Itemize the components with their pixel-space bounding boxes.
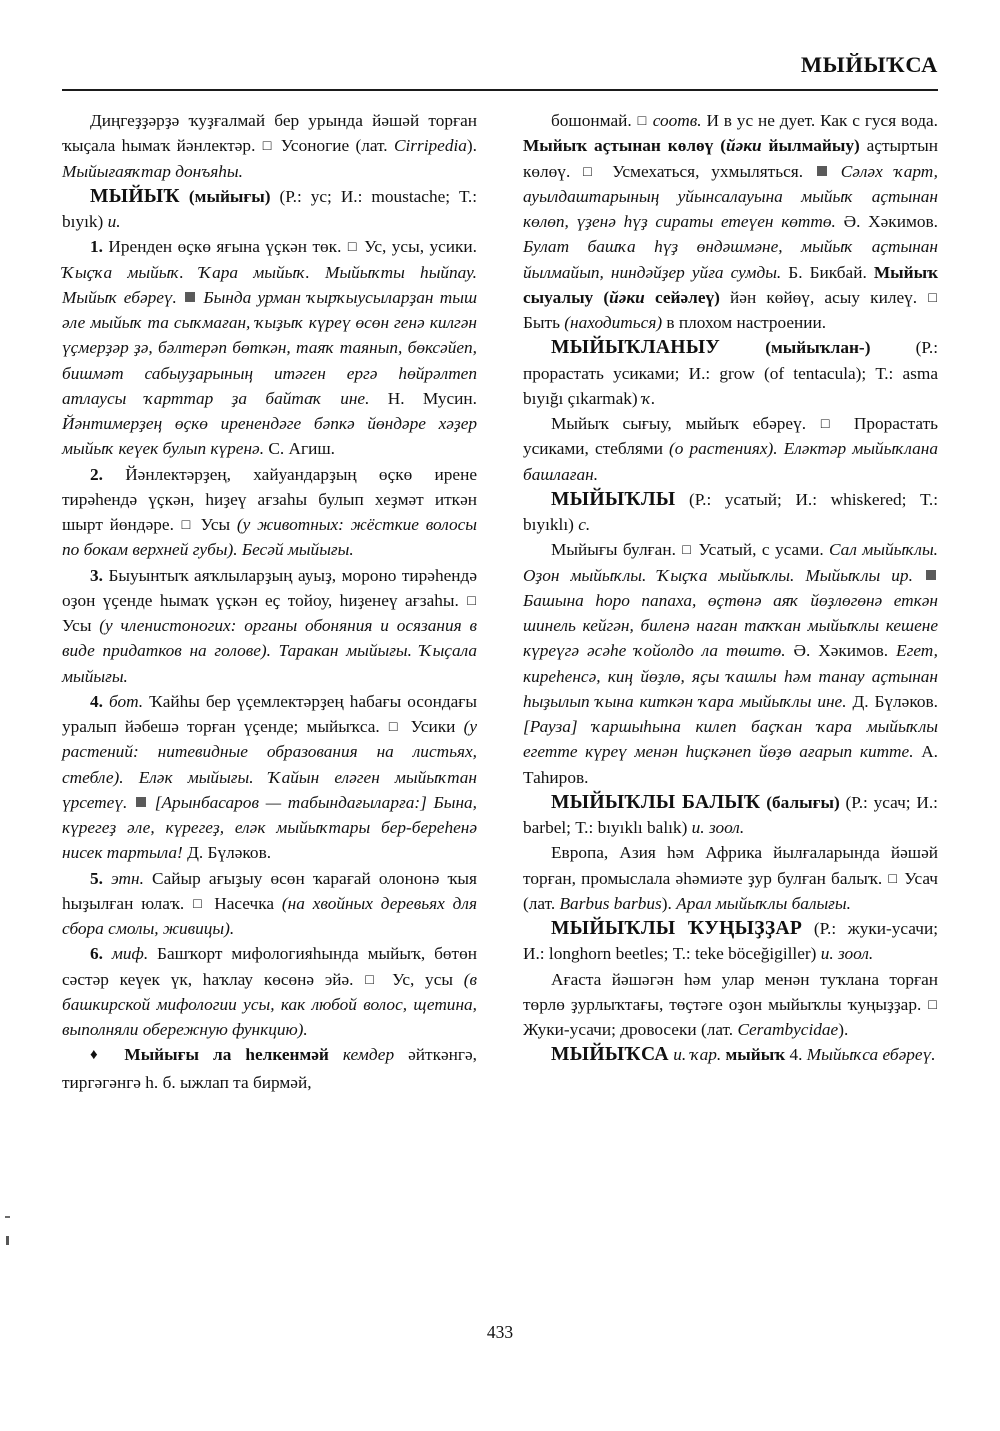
- bold-run: Мыйыҡ аҫтынан көлөү (: [523, 136, 726, 156]
- italic-run: (находиться): [564, 313, 663, 332]
- italic-run: бот.: [108, 691, 144, 711]
- text-run: ).: [466, 136, 477, 156]
- text-run: [180, 187, 189, 206]
- italic-run: Булат башҡа һүҙ өндәшмәне, мыйыҡ аҫтынан йылмайып, ниндәйҙер уйға сумды.: [523, 237, 938, 282]
- bold-run: 5.: [90, 868, 103, 888]
- text-run: [720, 338, 765, 357]
- text-run: Д. Бүләков.: [852, 691, 938, 711]
- text-run: [103, 944, 112, 963]
- entry-myyykly-balyk-head: [523, 790, 938, 841]
- text-run: Насечка: [206, 893, 282, 913]
- italic-run: Мыйығаяҡтар донъяһы.: [62, 161, 243, 181]
- bold-run: 3.: [90, 565, 103, 585]
- headword: МЫЙЫҠЛЫ ҠУҢЫҘҘАР: [551, 918, 803, 939]
- text-run: Ҡайһы бер үҫемлектәрҙең һабағы осондағы уралып йәбешә торған үҫенде; мыйыҡса.: [62, 691, 477, 736]
- text-run: Ә. Хәкимов.: [843, 212, 938, 231]
- text-run: (Р.: усатый; И.: whiskered; Т.: bıyıklı): [523, 489, 938, 534]
- italic-run: Башына һоро папаха, өҫтөнә аяҡ йөҙлөгөнә еткән шинель кейгән, биленә наган таҡҡан мыйыҡлы кешене күреүгә әсәһе ҡойолдо ла төштө.: [523, 590, 938, 661]
- phraseology-marker-icon: ♦: [90, 1047, 108, 1064]
- citation-marker-icon: [136, 797, 146, 807]
- text-run: Усатый, с усами.: [693, 540, 830, 560]
- text-run: [103, 869, 111, 888]
- entry-myyyk-sense-4: [62, 689, 477, 866]
- entry-myyykly-body: [523, 537, 938, 790]
- entry-myyyk-sense-3: [62, 563, 477, 689]
- italic-run: Арал мыйыҡлы балығы.: [676, 893, 851, 913]
- text-run: Иренден өҫкө яғына үҫкән төк.: [102, 237, 347, 257]
- text-run: Д. Бүләков.: [187, 843, 272, 863]
- text-run: Мыйыҡ сығыу, мыйыҡ ебәреү.: [551, 414, 820, 433]
- entry-myyyk-phraseology-cont: [523, 108, 938, 335]
- text-run: И в ус не дует. Как с гуся вода.: [701, 111, 939, 130]
- text-run: Жуки-усачи; дровосеки (лат.: [523, 1020, 738, 1039]
- text-run: Быть: [523, 313, 565, 332]
- italic-run: [Рауза] ҡаршыһына килеп баҫҡан ҡара мыйыҡлы егетте күреү менән һиҫкәнеп йөҙө ағарып китте.: [523, 717, 938, 762]
- bold-italic-run: йәки: [609, 287, 645, 307]
- header-rule: [62, 89, 938, 91]
- text-run: Башҡорт мифологияһында мыйыҡ, бөтөн сәстәр кеүек үк, һаҡлау көсөнә эйә.: [62, 944, 477, 989]
- bold-run: йылмайыу): [761, 136, 860, 156]
- translation-marker-icon: □: [928, 289, 937, 306]
- text-run: Мыйығы булған.: [551, 540, 682, 560]
- page-number: 433: [486, 1322, 514, 1342]
- entry-myyykly-head: [523, 487, 938, 538]
- text-run: йән көйөү, асыу килеү.: [719, 287, 928, 307]
- scan-artifact: [5, 1216, 10, 1218]
- text-run: Ус, усы: [381, 969, 464, 989]
- citation-marker-icon: [185, 292, 195, 302]
- headword: МЫЙЫҠ: [90, 185, 180, 207]
- headword: МЫЙЫҠСА: [551, 1044, 669, 1066]
- text-run: ).: [838, 1020, 849, 1039]
- text-run: (Р.: жуки-усачи; И.: longhorn beetles; Т.: teke böceğigiller): [523, 919, 939, 964]
- italic-run: (у животных: жёсткие волосы по бокам верхней губы). Бесәй мыйығы.: [62, 515, 477, 560]
- italic-run: Barbus barbus: [559, 893, 662, 913]
- translation-marker-icon: □: [365, 971, 381, 988]
- italic-run: с.: [578, 515, 591, 534]
- text-run: (Р.: усач; И.: barbel; Т.: bıyıklı balık): [523, 792, 938, 837]
- text-run: Ағаста йәшәгән һәм улар менән туҡлана торған төрлө ҙурлыҡтағы, төҫтәге оҙон мыйыҡлы ҡуңыҙҙар.: [523, 969, 938, 1014]
- text-run: Диңгеҙҙәрҙә ҡуҙғалмай бер урында йәшәй торған ҡыҫала һымаҡ йәнлектәр.: [62, 111, 477, 156]
- entry-myyyk-sense-6: [62, 941, 477, 1042]
- translation-marker-icon: □: [682, 542, 693, 559]
- entry-myyyk-sense-1: [62, 234, 477, 461]
- italic-run: и.: [107, 212, 121, 231]
- translation-marker-icon: □: [181, 517, 193, 533]
- entry-myyygaak-tail: [62, 108, 477, 184]
- text-run: Прорастать усиками, стеблями: [523, 414, 939, 459]
- italic-run: Йәнтимерҙең өҫкө иренендәге бәпкә йөндәре хәҙер мыйыҡ кеүек булып күренә.: [62, 414, 477, 459]
- italic-run: миф.: [111, 944, 149, 964]
- text-run: Б. Бикбай.: [788, 262, 874, 282]
- translation-marker-icon: □: [820, 416, 840, 432]
- italic-run: Cirripedia: [393, 136, 467, 156]
- italic-run: Ҡыҫҡа мыйыҡ. Ҡара мыйыҡ. Мыйыҡты һыйпау. Мыйыҡ ебәреү.: [62, 262, 477, 307]
- italic-run: (о растениях). Еләктәр мыйыҡлана башлаған.: [523, 439, 938, 484]
- text-run: Н. Мусин.: [387, 388, 477, 408]
- italic-run: кемдер: [342, 1045, 409, 1065]
- entry-myyykly-kungyzzar-body: [523, 967, 938, 1043]
- bold-run: Мыйығы ла һелкенмәй: [110, 1045, 343, 1065]
- text-run: 4.: [785, 1045, 807, 1065]
- italic-run: Сал мыйыҡлы. Оҙон мыйыҡлы. Ҡыҫҡа мыйыҡлы. Мыйыҡлы ир.: [523, 540, 938, 585]
- italic-run: Егет, киреһенсә, киң йөҙлө, яҫы ҡашлы һәм танау аҫтынан һыҙылып ҡына киткән ҡара мыйыҡлы ине.: [523, 641, 939, 711]
- italic-run: (в башкирской мифологии усы, как любой волос, щетина, выполняли обережную функцию).: [62, 969, 477, 1039]
- left-column: [62, 108, 477, 1095]
- bold-run: 6.: [90, 944, 103, 964]
- translation-marker-icon: □: [388, 719, 402, 735]
- italic-run: Бында урман ҡырҡыусыларҙан тыш әле мыйыҡ та сыҡмаған, ҡыҙыҡ күреү өсөн генә килгән үҫмерҙәр ҙә, бәлтерәп бөткән, таяҡ таянып, бөксәйеп, бишмәт сабыуҙарының итәген ергә һөйрәлтеп атлаусы ҡарттар ҙа байтаҡ ине.: [62, 287, 477, 408]
- entry-myyykly-balyk-body: [523, 840, 938, 916]
- translation-marker-icon: □: [583, 163, 600, 180]
- scan-artifact: [6, 1236, 9, 1245]
- translation-marker-icon: □: [637, 113, 647, 129]
- text-run: Усоногие (лат.: [274, 136, 394, 156]
- entry-myyyk-sense-5: [62, 866, 477, 942]
- text-run: Европа, Азия һәм Африка йылғаларында йәшәй торған, промыслала әһәмиәте ҙур булған балыҡ.: [523, 843, 938, 888]
- text-run: Усики: [402, 717, 464, 736]
- entry-myyyklanyyu-head: [523, 335, 938, 411]
- italic-run: [Арынбасаров — табындағыларға:] Бына, күрегеҙ әле, күрегеҙ, еләк мыйыҡтары бер-береһенә нисек тартыла!: [62, 792, 477, 863]
- headword: МЫЙЫҠЛАНЫУ: [551, 337, 721, 359]
- text-run: Усмехаться, ухмыляться.: [600, 161, 815, 181]
- text-run: в плохом настроении.: [662, 313, 827, 332]
- italic-run: Сәләх ҡарт, ауылдаштарының уйынсалауына мыйыҡ аҫтынан көлөп, үҙенә һүҙ сираты етеүен көттө.: [523, 161, 938, 231]
- bold-run: (мыйыҡлан-): [765, 338, 871, 358]
- bold-run: 1.: [90, 237, 103, 257]
- translation-marker-icon: □: [262, 138, 274, 155]
- entry-myyyksa: [523, 1042, 938, 1067]
- italic-run: ҡ.: [642, 388, 656, 408]
- italic-run: и. зоол.: [820, 944, 874, 964]
- text-run: бошонмай.: [551, 111, 637, 130]
- text-columns: [62, 108, 938, 1095]
- italic-run: (у растений: нитевидные образования на листьях, стебле). Еләк мыйығы. Ҡайын еләген мыйыҡтан үрсетеү.: [62, 717, 478, 812]
- entry-myyyklanyyu-body: [523, 411, 938, 487]
- italic-run: (у членистоногих: органы обоняния и осязания в виде придатков на голове). Таракан мыйығы. Ҡыҫала мыйығы.: [62, 616, 478, 686]
- bold-run: сейәлеү): [644, 287, 720, 307]
- entry-myyyk-head: [62, 184, 477, 235]
- text-run: Усы: [193, 515, 237, 534]
- translation-marker-icon: □: [888, 870, 899, 887]
- text-run: аҫтыртын көлөү.: [523, 136, 938, 181]
- translation-marker-icon: □: [467, 592, 476, 609]
- bold-run: (мыйығы): [188, 186, 271, 206]
- entry-myyykly-kungyzzar-head: [523, 916, 938, 967]
- italic-run: (на хвойных деревьях для сбора смолы, живицы).: [62, 893, 477, 938]
- bold-italic-run: йәки: [725, 136, 762, 156]
- bold-run: 2.: [90, 464, 103, 484]
- translation-marker-icon: □: [928, 996, 937, 1013]
- translation-marker-icon: □: [347, 239, 358, 256]
- text-run: А. Таһиров.: [523, 742, 938, 787]
- page-header: [62, 52, 938, 98]
- text-run: Быуынтыҡ аяҡлыларҙың ауыҙ, мороно тирәһендә оҙон үҫенде һымаҡ үҫкән еҫ тойоу, һиҙенеү ағзаһы.: [62, 565, 477, 610]
- right-column: [523, 108, 938, 1095]
- italic-run: и. зоол.: [691, 818, 745, 837]
- entry-myyyk-phraseology: [62, 1042, 477, 1095]
- text-run: Усы: [62, 616, 100, 635]
- italic-run: и. ҡар.: [673, 1045, 722, 1065]
- italic-run: Мыйыҡса ебәреү.: [806, 1045, 936, 1065]
- bold-run: мыйыҡ: [725, 1045, 786, 1065]
- bold-run: (балығы): [766, 792, 840, 812]
- headword: МЫЙЫҠЛЫ: [551, 488, 676, 510]
- text-run: Ус, усы, усики.: [358, 237, 477, 257]
- bold-run: Мыйыҡ сыуалыу (: [523, 262, 938, 307]
- text-run: (Р.: ус; И.: moustache; Т.: bıyık): [62, 186, 477, 231]
- headword: МЫЙЫҠЛЫ БАЛЫҠ: [551, 791, 761, 813]
- entry-myyyk-sense-2: [62, 462, 477, 563]
- italic-run: Cerambycidae: [737, 1020, 839, 1039]
- text-run: Ә. Хәкимов.: [793, 641, 897, 661]
- translation-marker-icon: □: [193, 895, 206, 912]
- citation-marker-icon: [817, 166, 827, 176]
- citation-marker-icon: [926, 570, 936, 580]
- italic-run: соотв.: [652, 111, 702, 130]
- text-run: ).: [661, 893, 677, 913]
- text-run: әйткәнгә, тиргәгәнгә һ. б. ыжлап та бирмәй,: [62, 1045, 477, 1092]
- bold-run: 4.: [90, 691, 103, 711]
- text-run: Йәнлектәрҙең, хайуандарҙың өҫкө ирене тирәһендә үҫкән, һиҙеү ағзаһы булып хеҙмәт иткән шырт йөндәре.: [62, 464, 477, 534]
- text-run: Усач (лат.: [523, 868, 938, 913]
- text-run: С. Агиш.: [268, 439, 335, 459]
- text-run: (Р.: прорастать усиками; И.: grow (of tentacula); Т.: asma bıyığı çıkarmak): [523, 338, 938, 408]
- text-run: Сайыр ағыҙыу өсөн ҡарағай олононә ҡыя һыҙылған юлаҡ.: [62, 868, 477, 913]
- running-head: МЫЙЫҠСА: [800, 52, 938, 77]
- italic-run: этн.: [111, 868, 144, 888]
